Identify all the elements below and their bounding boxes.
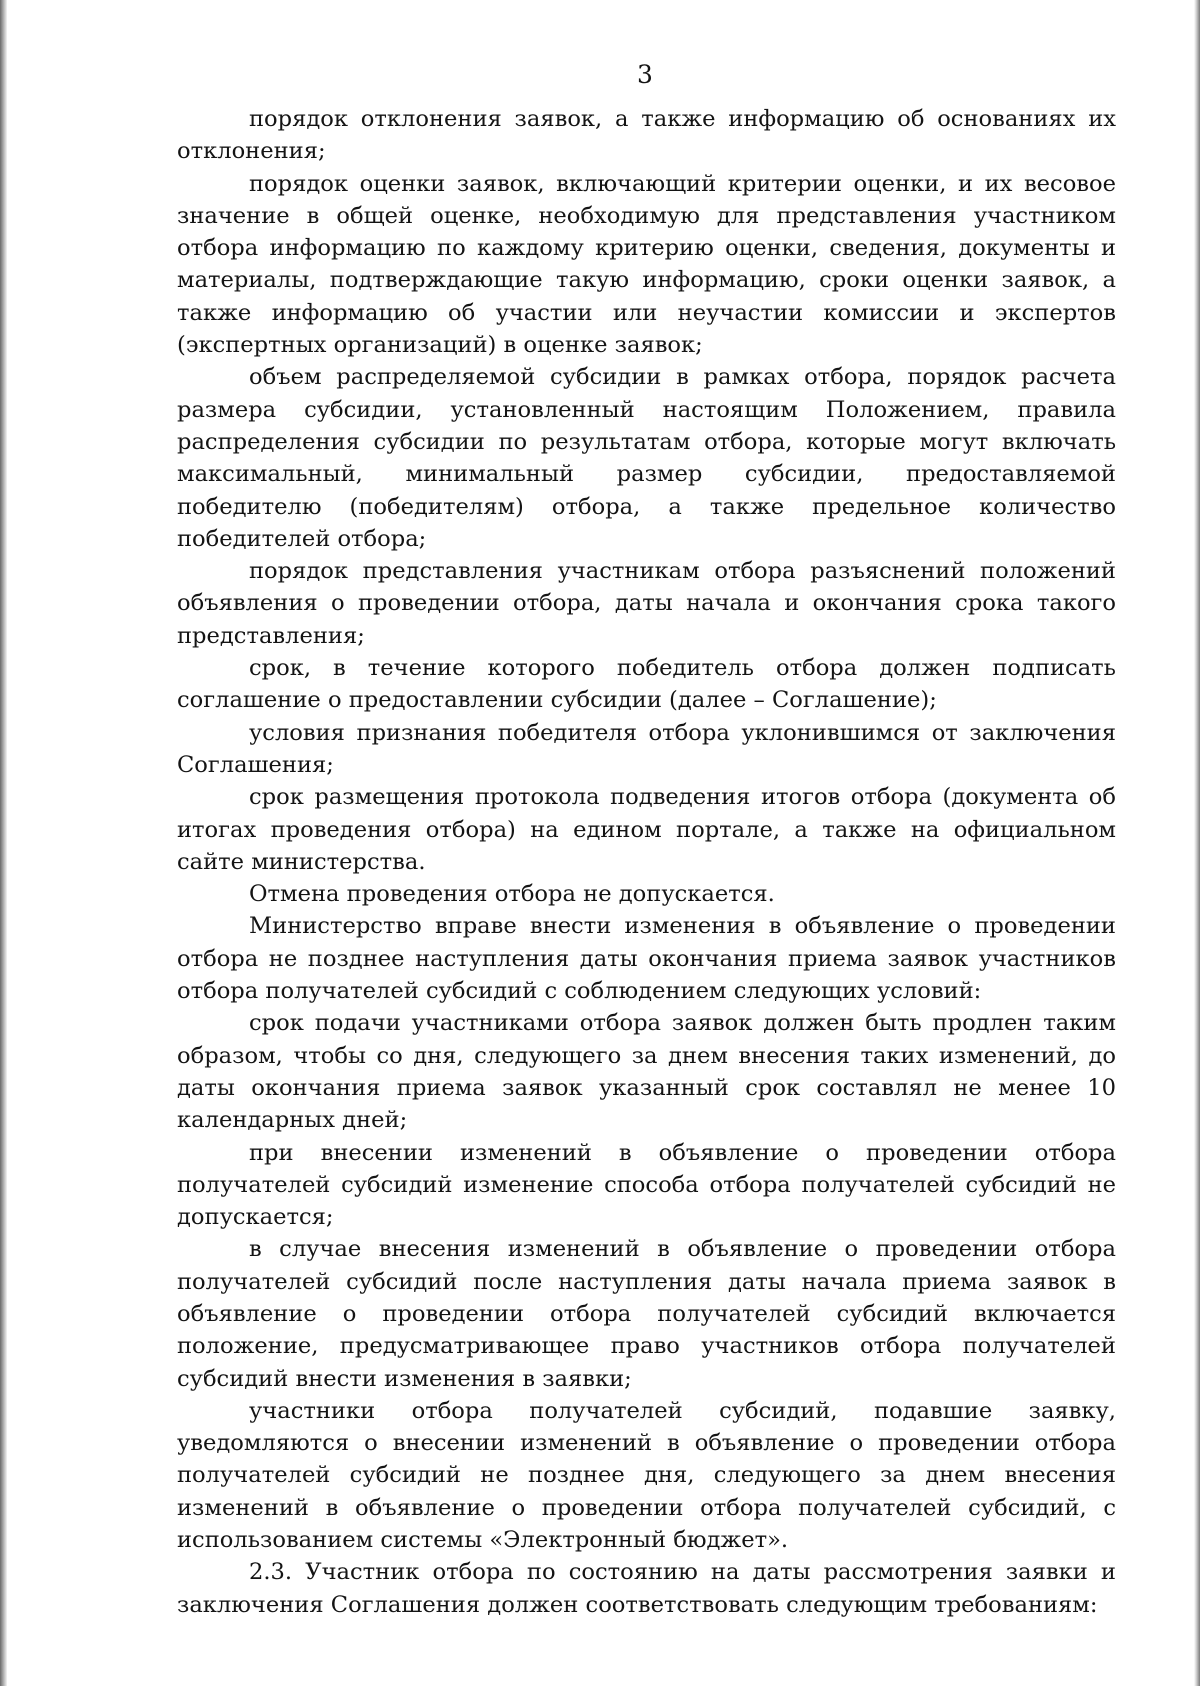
scan-edge-left (0, 0, 7, 1686)
paragraph-rejection-procedure: порядок отклонения заявок, а также информацию об основаниях их отклонения; (177, 106, 1116, 165)
paragraph-ministry-changes: Министерство вправе внести изменения в объявление о проведении отбора не позднее наступления даты окончания приема заявок участников отбора получателей субсидий с соблюдением следующих условий: (177, 913, 1116, 1005)
paragraph-cancellation: Отмена проведения отбора не допускается. (249, 881, 775, 908)
page-number: 3 (637, 60, 653, 89)
paragraph-amendment-right: в случае внесения изменений в объявление о проведении отбора получателей субсидий после наступления даты начала приема заявок в объявление о проведении отбора получателей субсидий включается положение, предусматривающее право участников отбора получателей субсидий внести изменения в заявки; (177, 1236, 1116, 1392)
paragraph-clarification-procedure: порядок представления участникам отбора разъяснений положений объявления о проведении отбора, даты начала и окончания срока такого представления; (177, 558, 1116, 649)
scan-edge-right (1194, 0, 1200, 1686)
paragraph-evaluation-procedure: порядок оценки заявок, включающий критерии оценки, и их весовое значение в общей оценке, необходимую для представления участником отбора информацию по каждому критерию оценки, сведения, документы и материалы, подтверждающие такую информацию, сроки оценки заявок, а также информацию об участии или неучастии комиссии и экспертов (экспертных организаций) в оценке заявок; (177, 170, 1116, 359)
paragraph-section-2-3: 2.3. Участник отбора по состоянию на даты рассмотрения заявки и заключения Соглашения должен соответствовать следующим требованиям: (177, 1559, 1116, 1618)
paragraph-deadline-extension: срок подачи участниками отбора заявок должен быть продлен таким образом, чтобы со дня, следующего за днем внесения таких изменений, до даты окончания приема заявок указанный срок составлял не менее 10 календарных дней; (177, 1010, 1116, 1134)
paragraph-subsidy-volume: объем распределяемой субсидии в рамках отбора, порядок расчета размера субсидии, установленный настоящим Положением, правила распределения субсидии по результатам отбора, которые могут включать максимальный, минимальный размер субсидии, предоставляемой победителю (победителям) отбора, а также предельное количество победителей отбора; (177, 364, 1116, 552)
document-body (177, 103, 1116, 1621)
paragraph-evasion-conditions: условия признания победителя отбора уклонившимся от заключения Соглашения; (177, 719, 1116, 778)
paragraph-participant-notification: участники отбора получателей субсидий, подавшие заявку, уведомляются о внесении изменений в объявление о проведении отбора получателей субсидий не позднее дня, следующего за днем внесения изменений в объявление о проведении отбора получателей субсидий, с использованием системы «Электронный бюджет». (177, 1397, 1116, 1554)
paragraph-signing-deadline: срок, в течение которого победитель отбора должен подписать соглашение о предоставлении субсидии (далее – Соглашение); (177, 655, 1116, 714)
paragraph-method-unchanged: при внесении изменений в объявление о проведении отбора получателей субсидий изменение способа отбора получателей субсидий не допускается; (177, 1139, 1116, 1231)
paragraph-protocol-publication: срок размещения протокола подведения итогов отбора (документа об итогах проведения отбора) на едином портале, а также на официальном сайте министерства. (177, 784, 1116, 875)
